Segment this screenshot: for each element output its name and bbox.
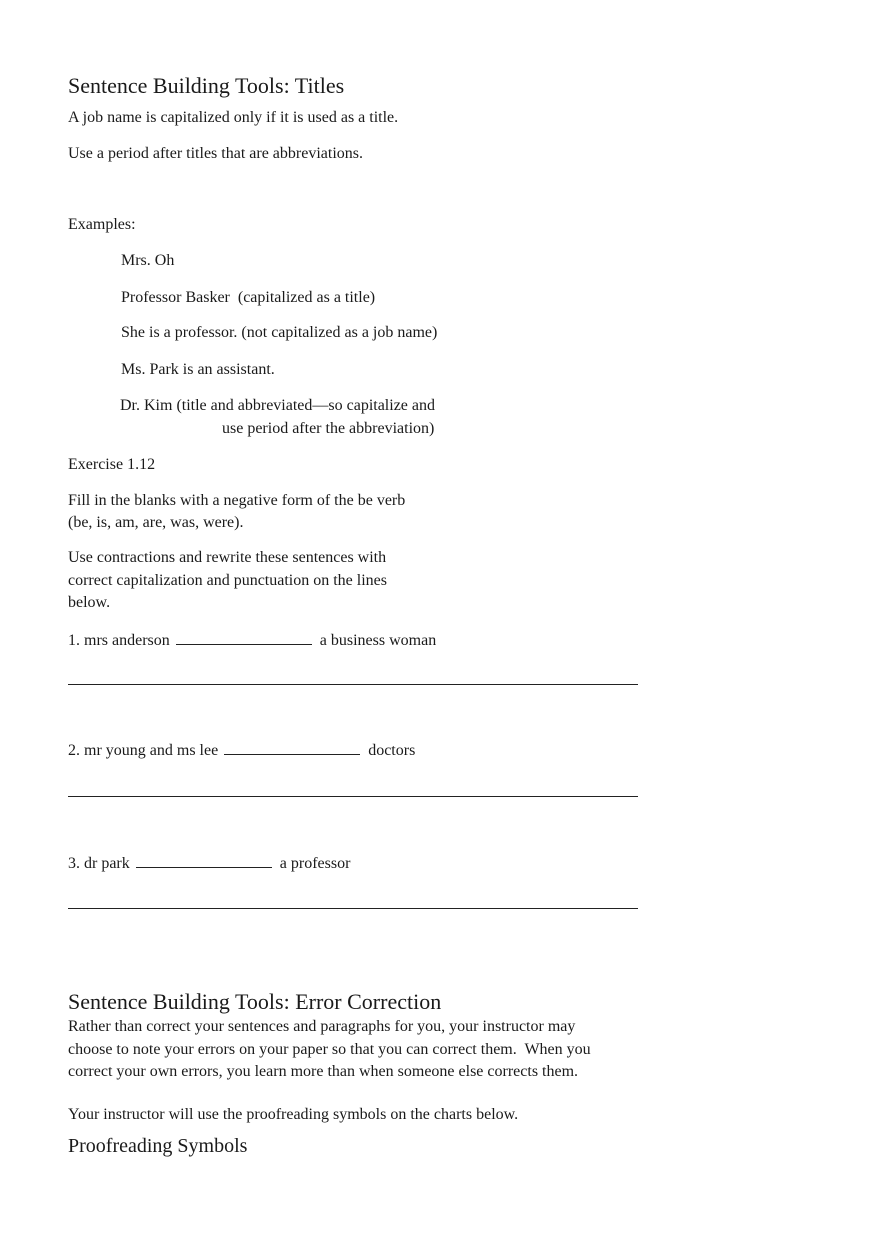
- item-prompt: 2. mr young and ms lee: [68, 742, 219, 759]
- paragraph-line: correct your own errors, you learn more than when someone else corrects them.: [68, 1063, 579, 1080]
- item-prompt-end: a business woman: [319, 632, 437, 649]
- section-heading-titles: Sentence Building Tools: Titles: [68, 73, 345, 98]
- exercise-item-2: [68, 740, 415, 761]
- example-item-continued: use period after the abbreviation): [222, 420, 435, 437]
- example-item: Mrs. Oh: [121, 252, 175, 269]
- example-item: She is a professor. (not capitalized as a job name): [121, 324, 438, 341]
- instructions-text: (be, is, am, are, was, were).: [68, 514, 244, 531]
- item-prompt: 3. dr park: [68, 855, 130, 872]
- instructions-text: correct capitalization and punctuation on the lines: [68, 572, 387, 589]
- fill-blank[interactable]: [224, 740, 360, 755]
- paragraph-line: choose to note your errors on your paper so that you can correct them. When you: [68, 1041, 591, 1058]
- examples-label: Examples:: [68, 216, 136, 233]
- paragraph-line: Rather than correct your sentences and paragraphs for you, your instructor may: [68, 1018, 576, 1035]
- subheading-proofreading-symbols: Proofreading Symbols: [68, 1135, 248, 1157]
- section-heading-error-correction: Sentence Building Tools: Error Correction: [68, 989, 442, 1014]
- exercise-item-1: [68, 630, 436, 651]
- fill-blank[interactable]: [176, 630, 312, 645]
- answer-line[interactable]: [68, 796, 638, 797]
- example-item: Ms. Park is an assistant.: [121, 361, 275, 378]
- example-item: Professor Basker (capitalized as a title): [121, 289, 376, 306]
- exercise-item-3: [68, 853, 350, 874]
- item-prompt-end: doctors: [368, 742, 416, 759]
- rule-text: Use a period after titles that are abbreviations.: [68, 145, 363, 162]
- answer-line[interactable]: [68, 684, 638, 685]
- fill-blank[interactable]: [136, 853, 272, 868]
- item-prompt-end: a professor: [279, 855, 351, 872]
- item-prompt: 1. mrs anderson: [68, 632, 170, 649]
- example-item: Dr. Kim (title and abbreviated—so capitalize and: [120, 397, 435, 414]
- instructions-text: Use contractions and rewrite these sentences with: [68, 549, 387, 566]
- instructions-text: Fill in the blanks with a negative form of the be verb: [68, 492, 406, 509]
- answer-line[interactable]: [68, 908, 638, 909]
- exercise-title: Exercise 1.12: [68, 456, 156, 473]
- rule-text: A job name is capitalized only if it is used as a title.: [68, 109, 399, 126]
- note-text: Your instructor will use the proofreading symbols on the charts below.: [68, 1106, 519, 1123]
- instructions-text: below.: [68, 594, 111, 611]
